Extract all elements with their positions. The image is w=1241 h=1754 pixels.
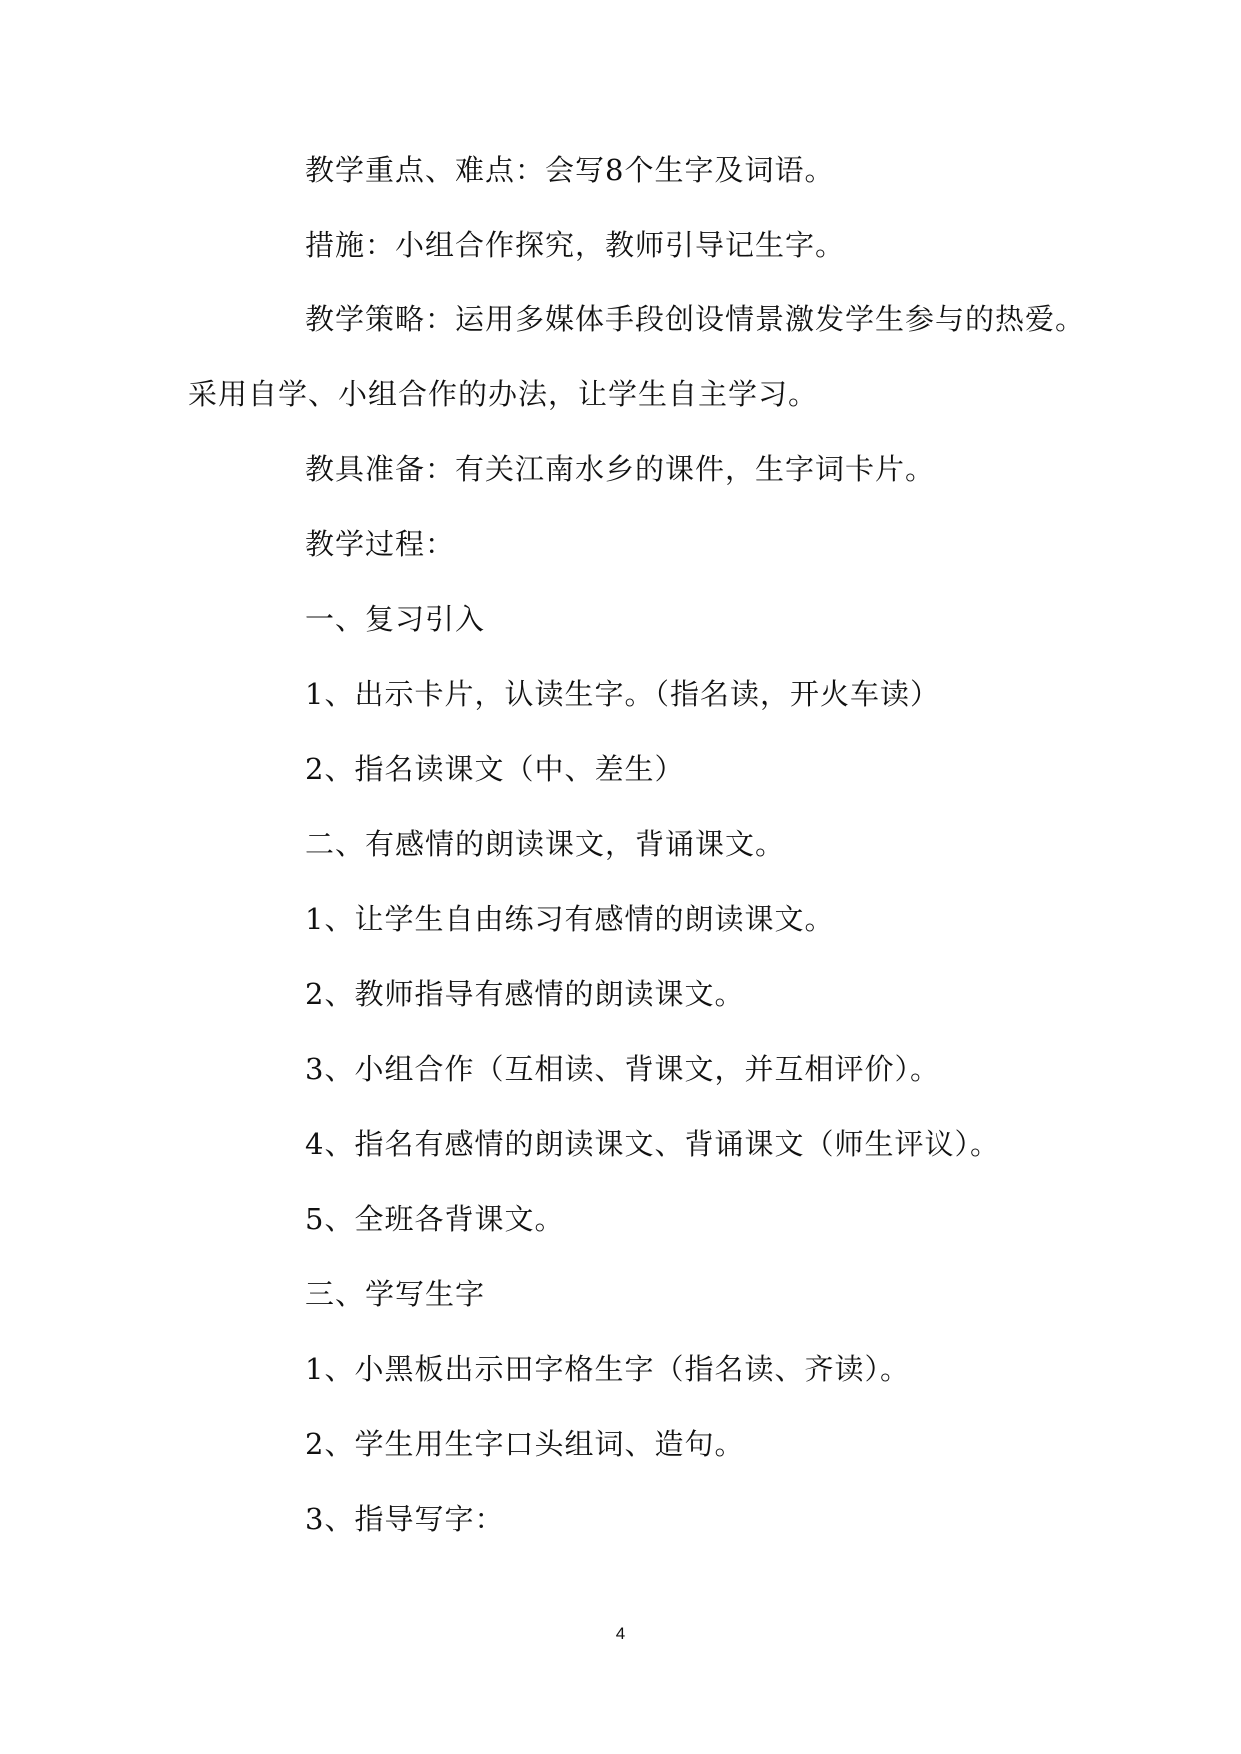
text-line: 教学重点、难点：会写8个生字及词语。 <box>305 153 835 187</box>
list-item: 3、指导写字： <box>305 1502 505 1536</box>
text-line: 教具准备：有关江南水乡的课件，生字词卡片。 <box>305 452 936 486</box>
list-item: 3、小组合作（互相读、背课文，并互相评价）。 <box>305 1052 940 1086</box>
section-heading: 三、学写生字 <box>305 1277 486 1311</box>
text-line: 措施：小组合作探究，教师引导记生字。 <box>305 228 846 262</box>
section-heading: 一、复习引入 <box>305 602 486 636</box>
list-item: 1、出示卡片，认读生字。（指名读，开火车读） <box>305 677 940 711</box>
list-item: 2、指名读课文（中、差生） <box>305 752 685 786</box>
text-line: 采用自学、小组合作的办法，让学生自主学习。 <box>188 377 819 411</box>
page-number: 4 <box>615 1624 626 1643</box>
list-item: 1、让学生自由练习有感情的朗读课文。 <box>305 902 835 936</box>
text-line: 教学过程： <box>305 527 456 561</box>
list-item: 2、学生用生字口头组词、造句。 <box>305 1427 745 1461</box>
list-item: 4、指名有感情的朗读课文、背诵课文（师生评议）。 <box>305 1127 1000 1161</box>
list-item: 5、全班各背课文。 <box>305 1202 565 1236</box>
list-item: 1、小黑板出示田字格生字（指名读、齐读）。 <box>305 1352 910 1386</box>
list-item: 2、教师指导有感情的朗读课文。 <box>305 977 745 1011</box>
text-line: 教学策略：运用多媒体手段创设情景激发学生参与的热爱。 <box>305 302 1086 336</box>
section-heading: 二、有感情的朗读课文，背诵课文。 <box>305 827 786 861</box>
